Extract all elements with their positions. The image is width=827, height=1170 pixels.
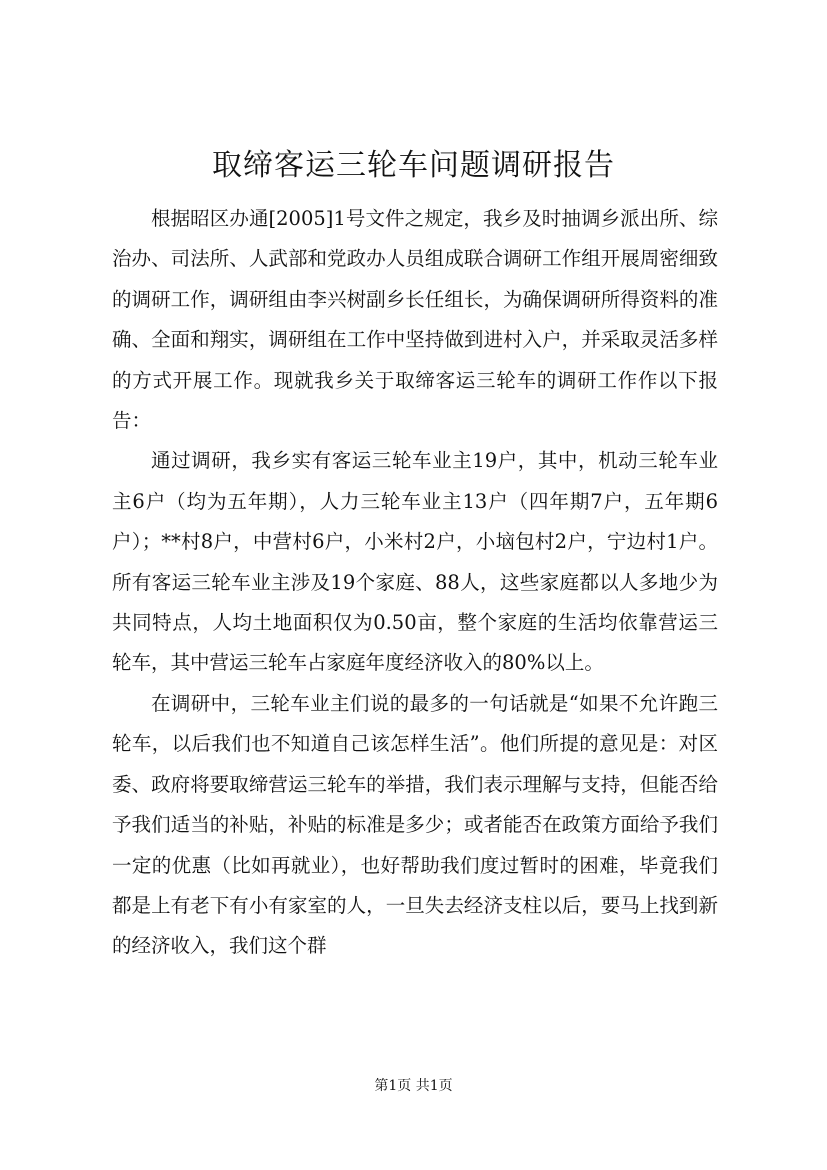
paragraph-1: 根据昭区办通[2005]1号文件之规定，我乡及时抽调乡派出所、综治办、司法所、人武部和党政办人员组成联合调研工作组开展周密细致的调研工作，调研组由李兴树副乡长任组长，为确保调研所得资料的准确、全面和翔实，调研组在工作中坚持做到进村入户，并采取灵活多样的方式开展工作。现就我乡关于取缔客运三轮车的调研工作作以下报告： — [112, 207, 718, 433]
paragraph-3: 在调研中，三轮车业主们说的最多的一句话就是“如果不允许跑三轮车，以后我们也不知道自己该怎样生活”。他们所提的意见是：对区委、政府将要取缔营运三轮车的举措，我们表示理解与支持，但能否给予我们适当的补贴，补贴的标准是多少；或者能否在政策方面给予我们一定的优惠（比如再就业），也好帮助我们度过暂时的困难，毕竟我们都是上有老下有小有家室的人，一旦失去经济支柱以后，要马上找到新的经济收入，我们这个群 — [112, 691, 718, 958]
page-footer: 第1页 共1页 — [374, 1078, 453, 1094]
document-title: 取缔客运三轮车问题调研报告 — [212, 148, 615, 183]
paragraph-2: 通过调研，我乡实有客运三轮车业主19户，其中，机动三轮车业主6户（均为五年期），人力三轮车业主13户（四年期7户，五年期6户）；**村8户，中营村6户，小米村2户，小垴包村2户，宁边村1户。所有客运三轮车业主涉及19个家庭、88人，这些家庭都以人多地少为共同特点，人均土地面积仅为0.50亩，整个家庭的生活均依靠营运三轮车，其中营运三轮车占家庭年度经济收入的80%以上。 — [112, 449, 718, 675]
document-body — [112, 199, 718, 967]
